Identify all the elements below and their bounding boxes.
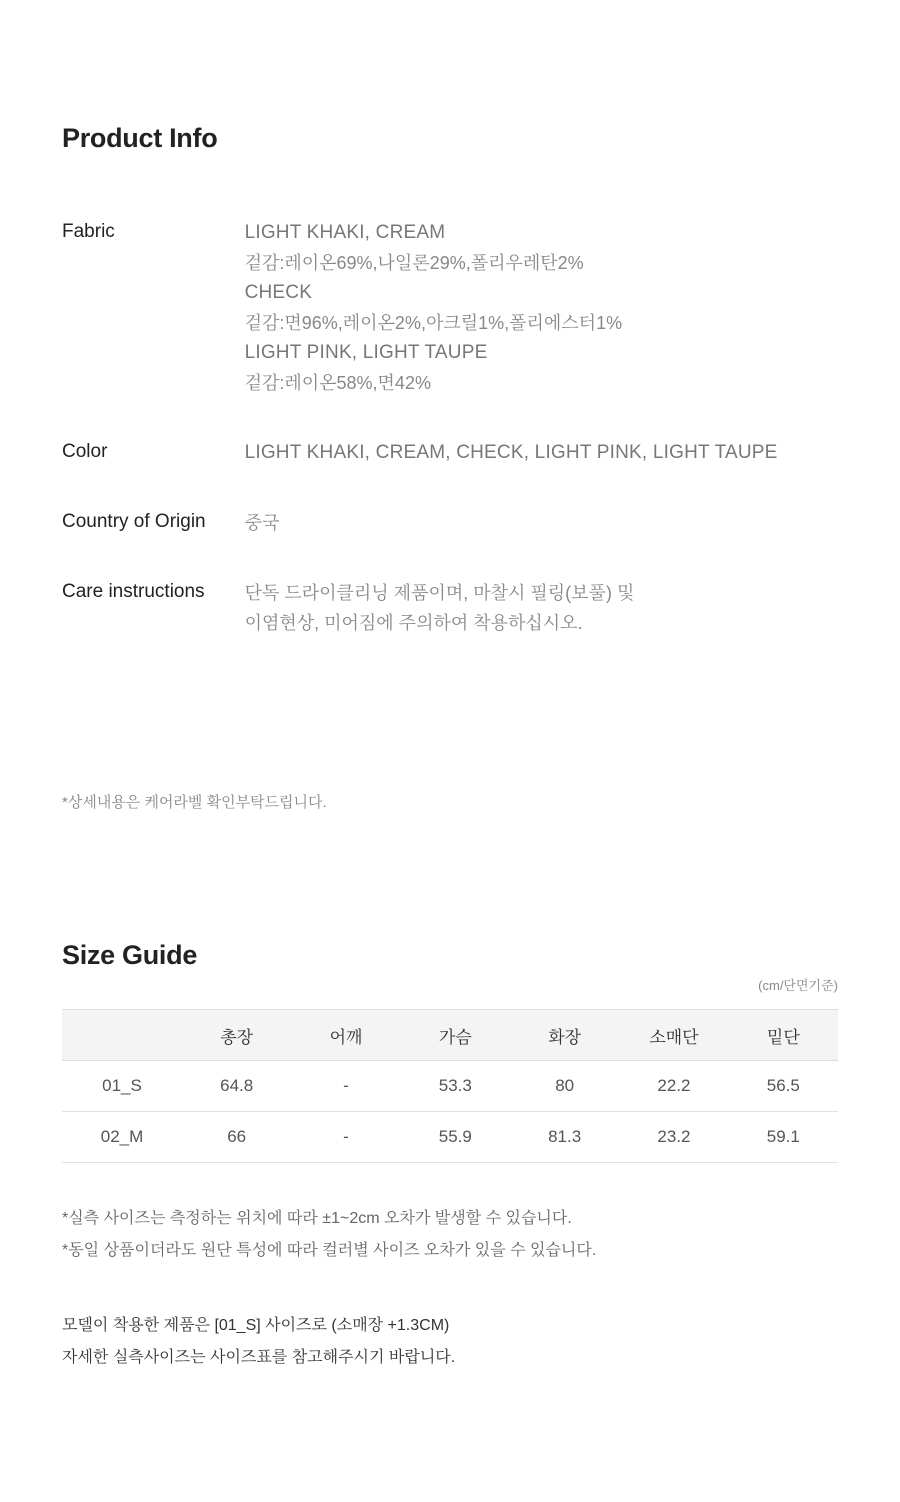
- info-value-care: [245, 578, 862, 638]
- info-row-color: [62, 438, 862, 468]
- size-col-header-2: 어깨: [291, 1010, 400, 1061]
- size-row-0-cell-6: 56.5: [729, 1061, 838, 1112]
- size-row-1-cell-3: 55.9: [401, 1112, 510, 1163]
- info-value-color: [245, 438, 862, 468]
- info-label-origin: Country of Origin: [62, 511, 206, 532]
- size-table-header-row: [62, 1010, 838, 1061]
- size-col-header-1: 총장: [182, 1010, 291, 1061]
- size-footnotes: [62, 1203, 596, 1267]
- info-label-care: Care instructions: [62, 581, 205, 602]
- fabric-line-5: LIGHT PINK, LIGHT TAUPE: [244, 342, 488, 363]
- size-row-0-cell-3: 53.3: [401, 1061, 510, 1112]
- product-info-heading: Product Info: [62, 123, 218, 153]
- model-note-line-2: 자세한 실측사이즈는 사이즈표를 참고해주시기 바랍니다.: [62, 1349, 456, 1366]
- size-unit-note: (cm/단면기준): [758, 978, 838, 993]
- fabric-line-4: 겉감:면96%,레이온2%,아크릴1%,폴리에스터1%: [244, 313, 623, 333]
- size-row-0-cell-0: 01_S: [62, 1061, 182, 1112]
- size-row-1-cell-6: 59.1: [729, 1112, 838, 1163]
- model-size-note: [62, 1310, 455, 1374]
- info-label-fabric: Fabric: [62, 221, 115, 242]
- info-value-origin: [245, 508, 862, 538]
- size-row-0-cell-1: 64.8: [182, 1061, 291, 1112]
- table-row: [62, 1061, 838, 1112]
- info-spacer-3: [62, 538, 862, 578]
- table-row: [62, 1112, 838, 1163]
- size-row-1-cell-4: 81.3: [510, 1112, 619, 1163]
- info-spacer-2: [62, 468, 862, 508]
- info-row-origin: [62, 508, 862, 538]
- size-row-0-cell-4: 80: [510, 1061, 619, 1112]
- size-col-header-0: [62, 1010, 182, 1061]
- fabric-line-6: 겉감:레이온58%,면42%: [244, 373, 431, 393]
- model-note-line-1: 모델이 착용한 제품은 [01_S] 사이즈로 (소매장 +1.3CM): [62, 1317, 450, 1334]
- size-row-1-cell-5: 23.2: [619, 1112, 728, 1163]
- size-footnote-2: *동일 상품이더라도 원단 특성에 따라 컬러별 사이즈 오차가 있을 수 있습니다.: [62, 1242, 597, 1259]
- origin-line-1: 중국: [244, 513, 280, 533]
- size-row-0-cell-2: -: [291, 1061, 400, 1112]
- care-label-note: *상세내용은 케어라벨 확인부탁드립니다.: [62, 794, 327, 811]
- info-spacer-1: [62, 398, 862, 438]
- size-row-1-cell-1: 66: [182, 1112, 291, 1163]
- size-guide-table: [62, 1009, 838, 1163]
- size-row-0-cell-5: 22.2: [619, 1061, 728, 1112]
- fabric-line-1: LIGHT KHAKI, CREAM: [244, 222, 446, 243]
- care-line-1: 단독 드라이클리닝 제품이며, 마찰시 필링(보풀) 및: [244, 583, 635, 603]
- size-row-1-cell-0: 02_M: [62, 1112, 182, 1163]
- fabric-line-2: 겉감:레이온69%,나일론29%,폴리우레탄2%: [244, 253, 584, 273]
- info-value-fabric: [245, 218, 862, 398]
- size-col-header-3: 가슴: [401, 1010, 510, 1061]
- product-info-table: [62, 218, 862, 638]
- size-col-header-5: 소매단: [619, 1010, 728, 1061]
- size-col-header-4: 화장: [510, 1010, 619, 1061]
- info-row-care: [62, 578, 862, 638]
- info-label-color: Color: [62, 441, 108, 462]
- care-line-2: 이염현상, 미어짐에 주의하여 착용하십시오.: [244, 613, 583, 633]
- size-col-header-6: 밑단: [729, 1010, 838, 1061]
- fabric-line-3: CHECK: [244, 282, 313, 303]
- size-row-1-cell-2: -: [291, 1112, 400, 1163]
- size-footnote-1: *실측 사이즈는 측정하는 위치에 따라 ±1~2cm 오차가 발생할 수 있습니다.: [62, 1210, 572, 1227]
- color-line-1: LIGHT KHAKI, CREAM, CHECK, LIGHT PINK, LIGHT TAUPE: [244, 442, 778, 463]
- size-guide-heading: Size Guide: [62, 940, 198, 970]
- info-row-fabric: [62, 218, 862, 398]
